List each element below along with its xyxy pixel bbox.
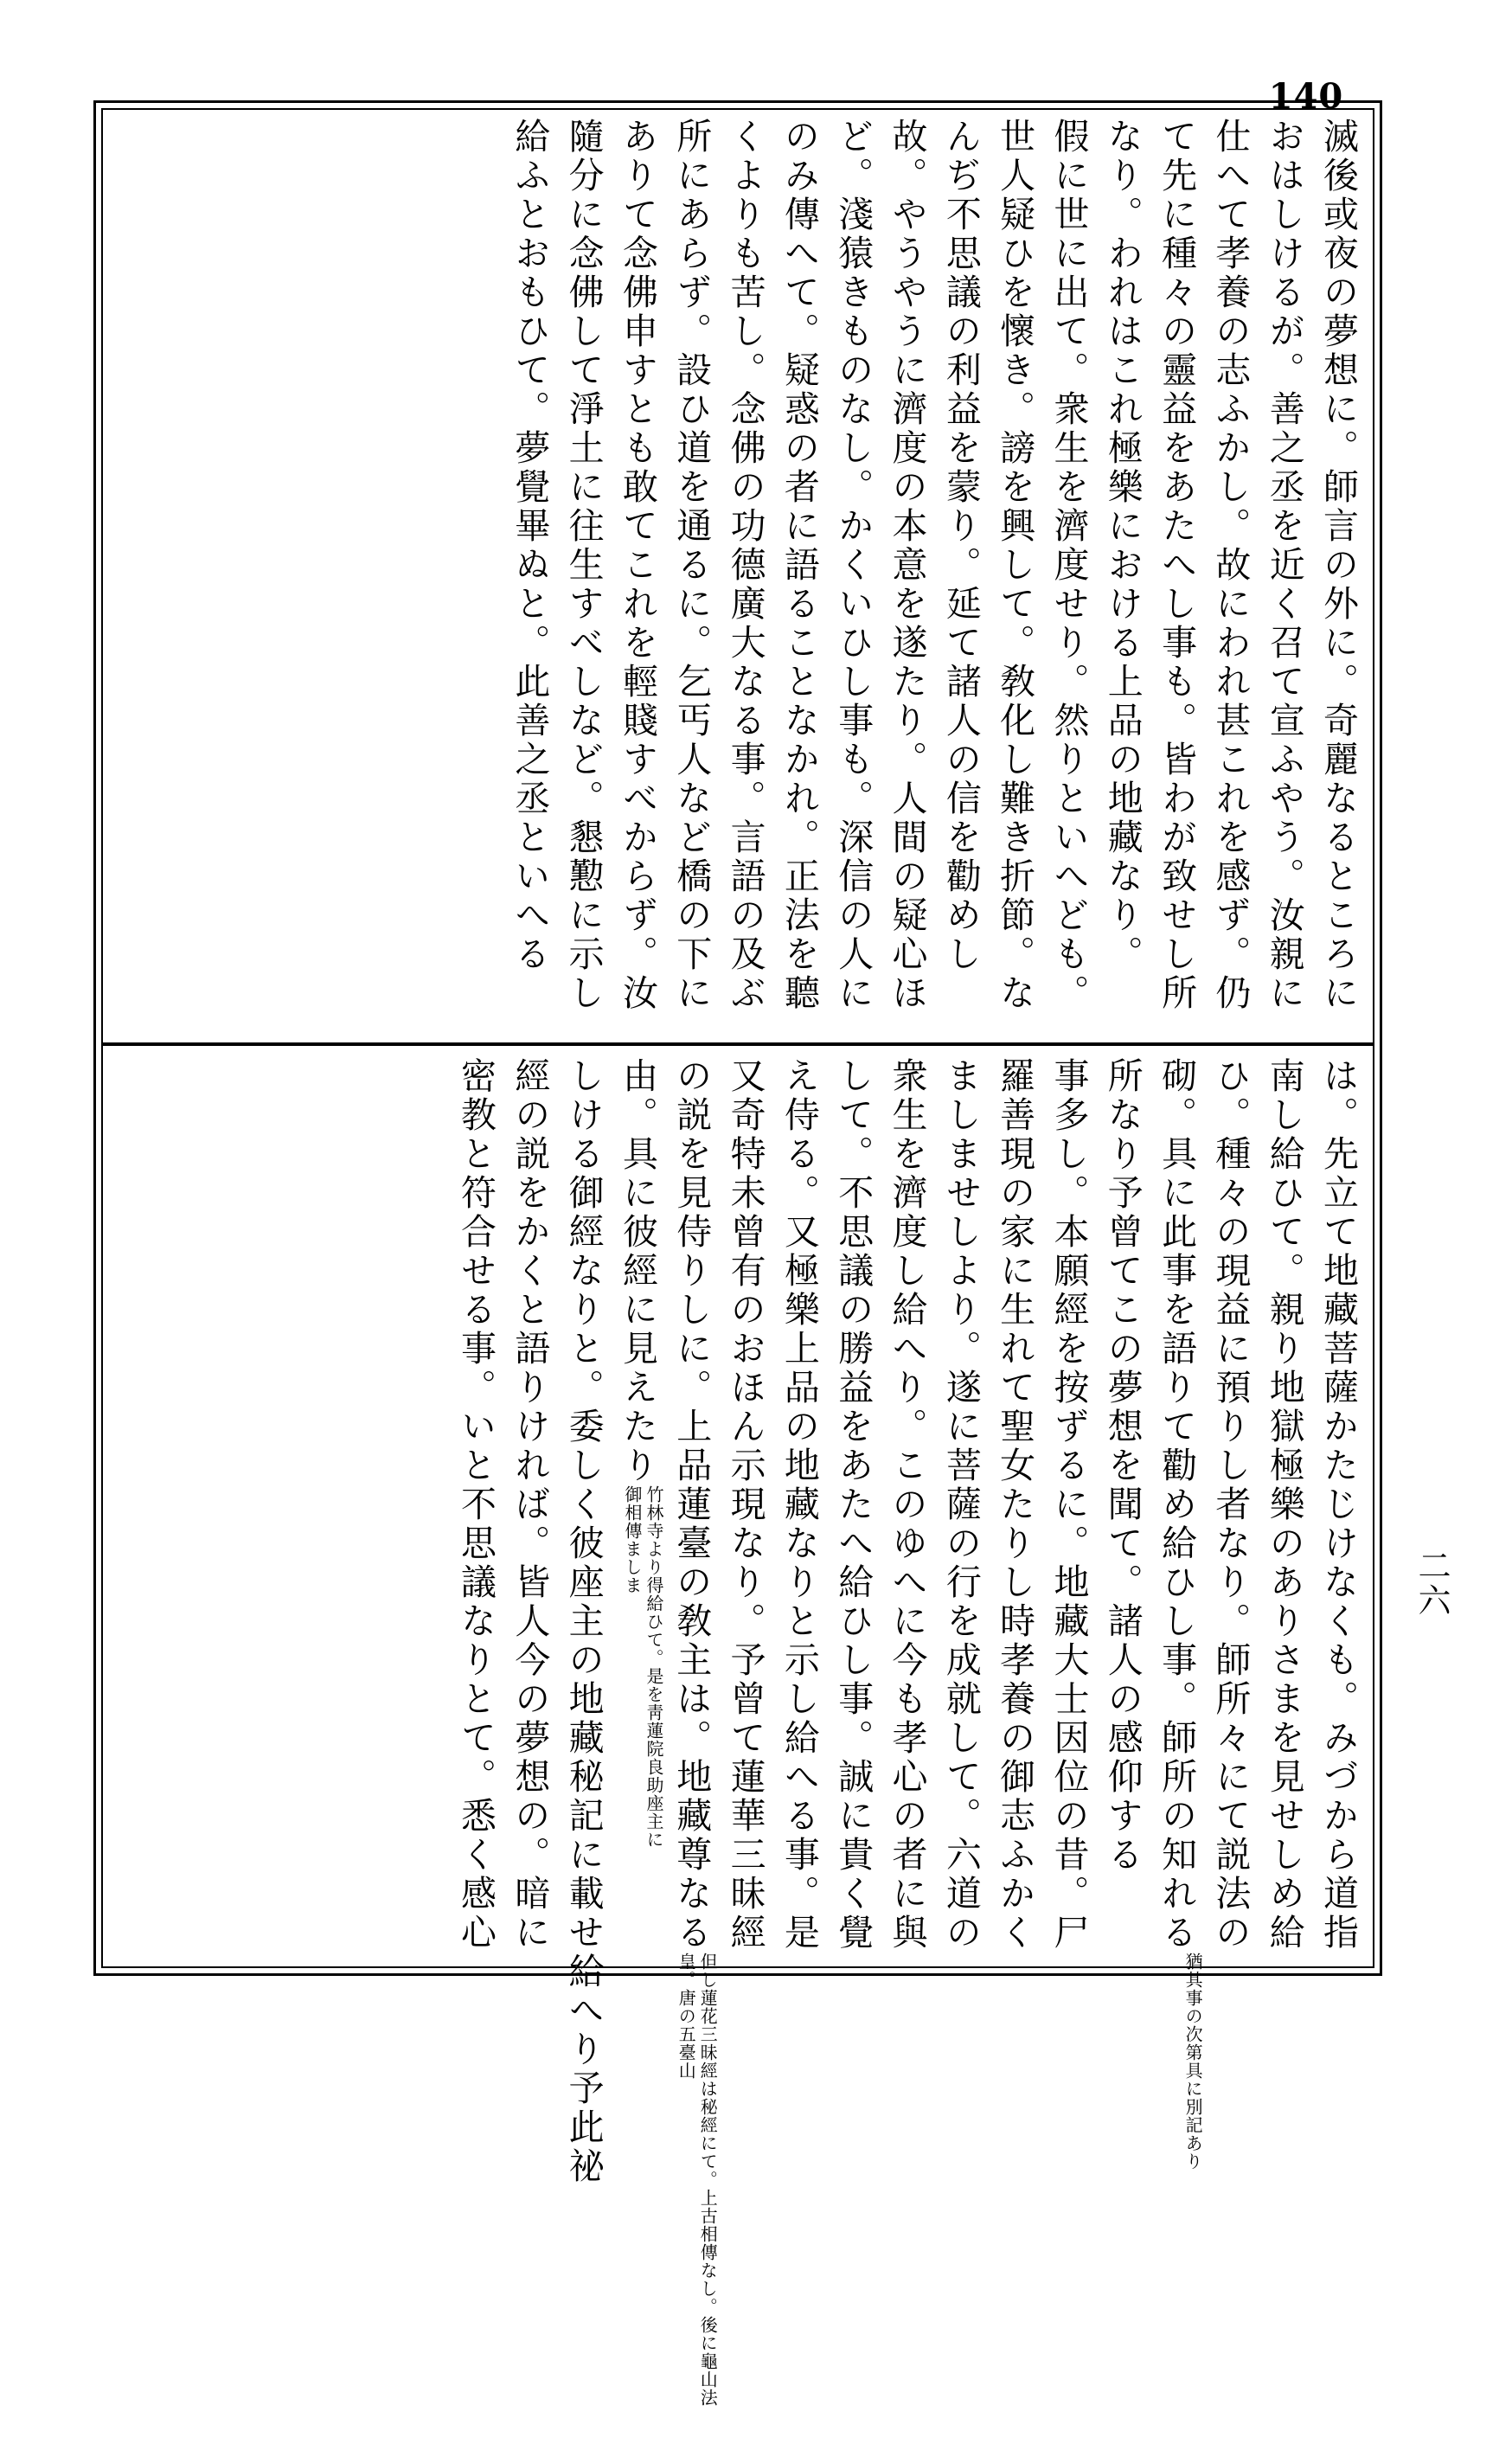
upper-column-text: んぢ不思議の利益を蒙り。延て諸人の信を勸めし (939, 118, 982, 974)
page-number-kanji: 二六 (1413, 1549, 1451, 1618)
upper-column (772, 118, 826, 1035)
lower-column-text: 砌。具に此事を語りて勸め給ひし事。師所の知れる (1156, 1057, 1198, 1953)
upper-column-text: ど。淺猿きものなし。かくいひし事も。深信の人に (832, 118, 875, 1013)
lower-column-text: 由。具に彼經に見えたり (616, 1057, 658, 1485)
lower-column (1150, 1057, 1204, 2171)
lower-text-block (111, 1057, 1365, 2407)
upper-column (880, 118, 933, 1035)
lower-column (1041, 1057, 1095, 1961)
lower-column-text: は。先立て地藏菩薩かたじけなくも。みづから道指 (1317, 1057, 1359, 1953)
lower-column (718, 1057, 772, 1961)
block-divider-rule (103, 1042, 1373, 1046)
upper-column-text: 滅後或夜の夢想に。師言の外に。奇麗なるところに (1317, 118, 1359, 1013)
upper-column-text: て先に種々の靈益をあたへし事も。皆わが致せし所 (1156, 118, 1198, 1013)
lower-interlinear-gloss: 竹林寺より得給ひて。是を靑蓮院良助座主に御相傳ましま (621, 1485, 664, 1849)
lower-column (503, 1057, 556, 1961)
upper-column-text: 給ふとおもひて。夢覺畢ぬと。此善之丞といへる (509, 118, 551, 974)
upper-text-block (111, 118, 1365, 1035)
upper-column-text: 假に世に出て。衆生を濟度せり。然りといへども。 (1048, 118, 1090, 1013)
upper-column-text: おはしけるが。善之丞を近く召て宣ふやう。汝親に (1263, 118, 1305, 1013)
upper-column (556, 118, 610, 1035)
upper-column (826, 118, 880, 1035)
lower-column-text: え侍る。又極樂上品の地藏なりと示し給へる事。是 (778, 1057, 820, 1953)
lower-interlinear-gloss: 猶其事の次第具に別記あり (1182, 1953, 1204, 2171)
lower-column-text: 事多し。本願經を按ずるに。地藏大士因位の昔。尸 (1048, 1057, 1090, 1953)
upper-column-text: 隨分に念佛して淨土に往生すべしなど。懇懃に示し (562, 118, 605, 1013)
upper-column-text: ありて念佛申すとも敢てこれを輕賤すべからず。汝 (616, 118, 658, 1013)
lower-column-text: 又奇特未曾有のおほん示現なり。予曾て蓮華三昧經 (724, 1057, 766, 1953)
page-number-arabic: 140 (1268, 76, 1344, 117)
lower-column (611, 1057, 664, 1961)
lower-column (1311, 1057, 1365, 1961)
lower-column (826, 1057, 880, 1961)
lower-column-text: 南し給ひて。親り地獄極樂のありさまを見せしめ給 (1263, 1057, 1305, 1953)
lower-column-text: 密教と符合せる事。いと不思議なりとて。悉く感心 (455, 1057, 497, 1953)
upper-column (1257, 118, 1310, 1035)
lower-column-text: ひ。種々の現益に預りし者なり。師所々にて説法の (1209, 1057, 1252, 1953)
upper-column-text: 世人疑ひを懷き。謗を興して。敎化し難き折節。な (994, 118, 1036, 1013)
upper-column (503, 118, 556, 1035)
lower-column-text: 衆生を濟度し給へり。このゆへに今も孝心の者に與 (886, 1057, 928, 1953)
upper-column-text: なり。われはこれ極樂における上品の地藏なり。 (1101, 118, 1144, 974)
upper-column-text: 仕へて孝養の志ふかし。故にわれ甚これを感ず。仍 (1209, 118, 1252, 1013)
lower-column (1095, 1057, 1149, 1961)
lower-interlinear-gloss: 但し蓮花三昧經は秘經にて。上古相傳なし。後に龜山法皇。唐の五臺山 (676, 1953, 719, 2407)
lower-column-text: 經の説をかくと語りければ。皆人今の夢想の。暗に (509, 1057, 551, 1953)
upper-column (611, 118, 664, 1035)
lower-column (988, 1057, 1041, 1961)
lower-column-text: ましませしより。遂に菩薩の行を成就して。六道の (939, 1057, 982, 1953)
lower-column (934, 1057, 988, 1961)
lower-column (556, 1057, 610, 2186)
lower-column (880, 1057, 933, 1961)
upper-column (718, 118, 772, 1035)
upper-column-text: 所にあらず。設ひ道を通るに。乞丐人など橋の下に (670, 118, 713, 1013)
upper-column (664, 118, 718, 1035)
upper-column (1203, 118, 1257, 1035)
upper-column (988, 118, 1041, 1035)
upper-column-text: のみ傳へて。疑惑の者に語ることなかれ。正法を聽 (778, 118, 820, 1013)
lower-column-text: 羅善現の家に生れて聖女たりし時孝養の御志ふかく (994, 1057, 1036, 1953)
upper-column (934, 118, 988, 1035)
lower-column (772, 1057, 826, 1961)
lower-column (1257, 1057, 1310, 1961)
upper-column (1041, 118, 1095, 1035)
upper-column-text: くよりも苦し。念佛の功德廣大なる事。言語の及ぶ (724, 118, 766, 1013)
lower-column (1203, 1057, 1257, 1961)
lower-column (664, 1057, 719, 2407)
lower-column-text: しける御經なりと。委しく彼座主の地藏秘記に載せ給へり予此祕 (562, 1057, 605, 2186)
lower-column-text: 所なり予曾てこの夢想を聞て。諸人の感仰する (1101, 1057, 1144, 1875)
lower-column-text: して。不思議の勝益をあたへ給ひし事。誠に貴く覺 (832, 1057, 875, 1953)
upper-column-text: 故。やうやうに濟度の本意を遂たり。人間の疑心ほ (886, 118, 928, 1013)
upper-column (1150, 118, 1203, 1035)
upper-column (1095, 118, 1149, 1035)
lower-column-text: の説を見侍りしに。上品蓮臺の敎主は。地藏尊なる (670, 1057, 713, 1953)
upper-column (1311, 118, 1365, 1035)
lower-column (449, 1057, 503, 1961)
